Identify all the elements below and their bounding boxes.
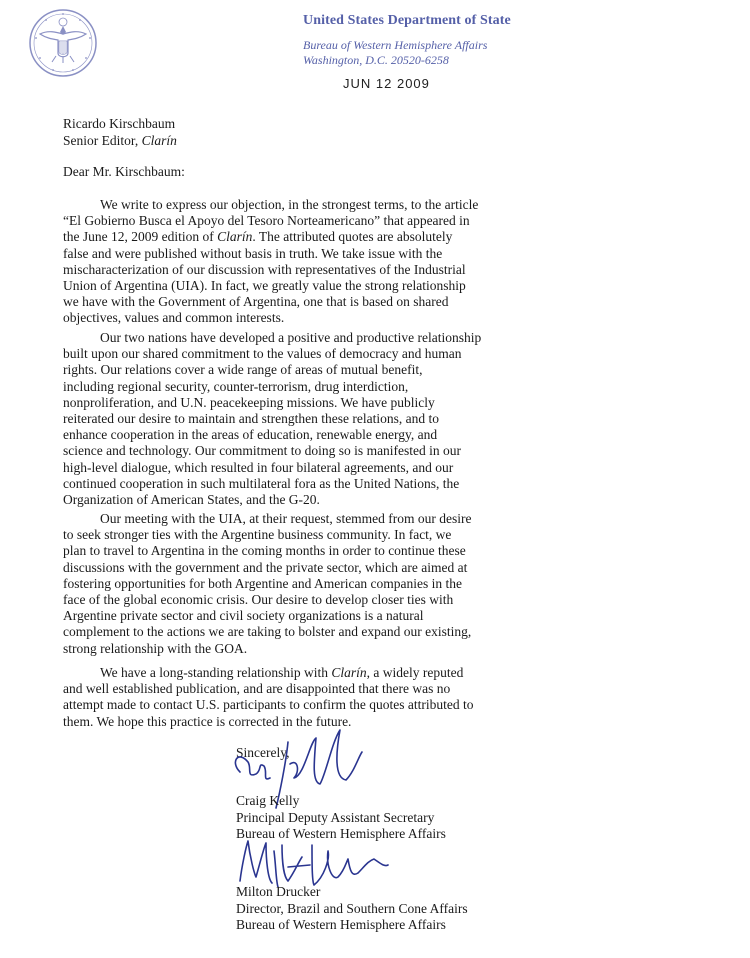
body-paragraph-2 bbox=[63, 330, 523, 508]
signatory-office: Bureau of Western Hemisphere Affairs bbox=[236, 917, 446, 932]
paragraph-line: we have with the Government of Argentina, one that is based on shared bbox=[63, 294, 449, 310]
paragraph-line: We have a long-standing relationship with Clarín, a widely reputed bbox=[100, 665, 464, 680]
signatory-name: Milton Drucker bbox=[236, 884, 321, 899]
paragraph-line: Our two nations have developed a positive and productive relationship bbox=[100, 330, 482, 345]
paragraph-line: strong relationship with the GOA. bbox=[63, 640, 248, 656]
paragraph-line: built upon our shared commitment to the values of democracy and human bbox=[63, 346, 462, 362]
paragraph-line: Organization of American States, and the G-20. bbox=[63, 492, 320, 508]
paragraph-line: complement to the actions we are taking to bolster and expand our existing, bbox=[63, 624, 472, 640]
paragraph-line: reiterated our desire to maintain and strengthen these relations, and to bbox=[63, 411, 439, 427]
body-paragraph-3 bbox=[63, 511, 523, 657]
salutation: Dear Mr. Kirschbaum: bbox=[63, 164, 185, 179]
paragraph-line: face of the global economic crisis. Our desire to develop closer ties with bbox=[63, 592, 454, 608]
closing: Sincerely, bbox=[236, 745, 290, 760]
paragraph-line: fostering opportunities for both Argentine and American companies in the bbox=[63, 575, 463, 591]
paragraph-line: continued cooperation in such multilateral fora as the United Nations, the bbox=[63, 475, 460, 491]
body-paragraph-4 bbox=[63, 665, 523, 730]
bureau-name: Bureau of Western Hemisphere Affairs bbox=[303, 38, 488, 52]
paragraph-line: Union of Argentina (UIA). In fact, we greatly value the strong relationship bbox=[63, 278, 466, 294]
paragraph-line: science and technology. Our commitment to doing so is manifested in our bbox=[63, 443, 462, 459]
addressee-publication: Clarín bbox=[141, 133, 177, 148]
paragraph-line: enhance cooperation in the areas of education, renewable energy, and bbox=[63, 427, 438, 443]
body-paragraph-1 bbox=[63, 197, 523, 327]
signatory-office: Bureau of Western Hemisphere Affairs bbox=[236, 826, 446, 841]
signatory-title: Director, Brazil and Southern Cone Affairs bbox=[236, 900, 468, 916]
publication-name: Clarín bbox=[331, 665, 367, 680]
great-seal-icon bbox=[28, 8, 98, 78]
bureau-address bbox=[303, 38, 487, 68]
paragraph-line: plan to travel to Argentina in the coming months in order to continue these bbox=[63, 543, 466, 559]
publication-name: Clarín bbox=[217, 229, 253, 245]
paragraph-line: Argentine private sector and civil society organizations is a natural bbox=[63, 608, 424, 624]
paragraph-line: false and were published without basis in truth. We take issue with the bbox=[63, 245, 443, 261]
paragraph-line: rights. Our relations cover a wide range of areas of mutual benefit, bbox=[63, 362, 423, 378]
paragraph-line: attempt made to contact U.S. participants to confirm the quotes attributed to bbox=[63, 697, 474, 713]
addressee-block bbox=[63, 115, 177, 149]
paragraph-line: to seek stronger ties with the Argentine business community. In fact, we bbox=[63, 527, 452, 543]
department-name: United States Department of State bbox=[303, 13, 511, 28]
signatory-1 bbox=[236, 793, 446, 843]
addressee-title-prefix: Senior Editor, bbox=[63, 133, 142, 148]
signatory-title: Principal Deputy Assistant Secretary bbox=[236, 809, 435, 825]
paragraph-line: We write to express our objection, in the strongest terms, to the article bbox=[100, 197, 479, 212]
paragraph-line: mischaracterization of our discussion with representatives of the Industrial bbox=[63, 261, 466, 277]
signatory-2 bbox=[236, 884, 468, 934]
paragraph-line: objectives, values and common interests. bbox=[63, 310, 285, 326]
bureau-city: Washington, D.C. 20520-6258 bbox=[303, 53, 449, 67]
paragraph-line: the June 12, 2009 edition of Clarín. The attributed quotes are absolutely bbox=[63, 229, 453, 245]
paragraph-line: them. We hope this practice is corrected in the future. bbox=[63, 713, 352, 729]
paragraph-line: Our meeting with the UIA, at their request, stemmed from our desire bbox=[100, 511, 472, 526]
paragraph-line: including regional security, counter-terrorism, drug interdiction, bbox=[63, 378, 409, 394]
addressee-name: Ricardo Kirschbaum bbox=[63, 116, 176, 131]
paragraph-line: nonproliferation, and U.N. peacekeeping missions. We have publicly bbox=[63, 394, 435, 410]
date-stamp: JUN 12 2009 bbox=[343, 76, 430, 91]
paragraph-line: “El Gobierno Busca el Apoyo del Tesoro Norteamericano” that appeared in bbox=[63, 213, 470, 229]
paragraph-line: high-level dialogue, which resulted in four bilateral agreements, and our bbox=[63, 459, 454, 475]
signatory-name: Craig Kelly bbox=[236, 793, 300, 808]
paragraph-line: discussions with the government and the private sector, which are aimed at bbox=[63, 559, 468, 575]
addressee-title bbox=[63, 132, 177, 149]
paragraph-line: and well established publication, and are disappointed that there was no bbox=[63, 681, 451, 697]
